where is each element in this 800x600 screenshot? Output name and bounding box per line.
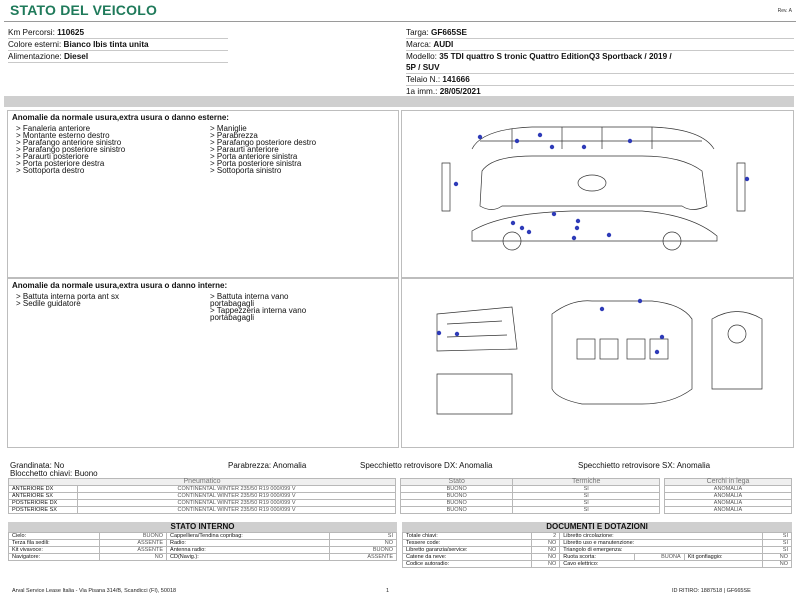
list-item: > Sottoporta sinistro <box>210 166 282 175</box>
documenti-section <box>402 522 792 568</box>
exterior-list-col2 <box>210 125 316 174</box>
list-item: > Porta posteriore sinistra <box>210 159 302 168</box>
car-rear-view <box>737 163 745 211</box>
damage-marker <box>660 335 664 339</box>
rear-seat-view <box>437 374 512 414</box>
list-item: > Sedile guidatore <box>16 299 81 308</box>
damage-marker <box>575 226 579 230</box>
table-row: ANTERIORE DX CONTINENTAL WINTER 235/50 R19 000/099 V <box>9 486 396 493</box>
summary-blocchetto: Blocchetto chiavi: Buono <box>10 469 98 478</box>
table-row: BUONO SI <box>401 486 660 493</box>
interior-diagram-box <box>401 278 794 448</box>
table-row: ANOMALIA <box>665 500 792 507</box>
table-row: Libretto garanzia/service: NO Triangolo di emergenza: SI <box>403 547 792 554</box>
damage-marker <box>538 133 542 137</box>
damage-marker <box>455 332 459 336</box>
damage-marker <box>527 230 531 234</box>
list-item: > Montante esterno destro <box>16 131 110 140</box>
interior-title: Anomalie da normale usura,extra usura o danno interne: <box>12 281 228 290</box>
damage-marker <box>437 331 441 335</box>
seat <box>577 339 595 359</box>
damage-marker <box>600 307 604 311</box>
documenti-table <box>402 532 792 568</box>
tires-header-termiche: Termiche <box>513 479 660 486</box>
summary-specchietto-sx: Specchietto retrovisore SX: Anomalia <box>578 461 711 470</box>
table-row: BUONO SI <box>401 493 660 500</box>
summary-parabrezza: Parabrezza: Anomalia <box>228 461 307 470</box>
seat <box>627 339 645 359</box>
list-item: > Battuta interna porta ant sx <box>16 292 119 301</box>
car-front-view <box>442 163 450 211</box>
table-row: BUONO SI <box>401 500 660 507</box>
list-item: > Battuta interna vano <box>210 292 289 301</box>
table-row: Navigatore: NO CD(Navig.): ASSENTE <box>9 554 397 561</box>
info-field-targa: Targa: GF665SE <box>406 27 794 39</box>
list-item: > Parabrezza <box>210 131 258 140</box>
damage-marker <box>520 226 524 230</box>
list-item: > Tappezzeria interna vano <box>210 306 307 315</box>
car-sunroof <box>578 175 606 191</box>
table-row: Tessere code: NO Libretto uso e manutenzione: SI <box>403 540 792 547</box>
table-row: ANOMALIA <box>665 486 792 493</box>
list-item: portabagagli <box>210 299 255 308</box>
info-field-modello: Modello: 35 TDI quattro S tronic Quattro EditionQ3 Sportback / 2019 / <box>406 52 672 61</box>
trunk-open-view <box>437 307 517 351</box>
list-item: > Parafango posteriore sinistro <box>16 145 126 154</box>
table-row: Kit vivavoce: ASSENTE Antenna radio: BUONO <box>9 547 397 554</box>
list-item: > Paraurti anteriore <box>210 145 279 154</box>
list-item: > Porta posteriore destra <box>16 159 105 168</box>
exterior-anomalies-box <box>7 110 399 278</box>
revision-label: Rev. A <box>777 8 792 14</box>
table-row: ANOMALIA <box>665 493 792 500</box>
interior-anomalies-box <box>7 278 399 448</box>
car-side-view <box>472 211 717 241</box>
summary-grandinata: Grandinata: No <box>10 461 65 470</box>
damage-marker <box>550 145 554 149</box>
damage-marker <box>745 177 749 181</box>
section-divider-bar <box>4 96 794 107</box>
interior-list-col2 <box>210 293 306 321</box>
list-item: > Maniglie <box>210 124 247 133</box>
info-field-alimentazione: Alimentazione: Diesel <box>8 51 228 63</box>
info-field-km: Km Percorsi: 110625 <box>8 27 228 39</box>
dashboard-view <box>712 312 762 390</box>
documenti-title: DOCUMENTI E DOTAZIONI <box>402 522 792 532</box>
stato-interno-title: STATO INTERNO <box>8 522 397 532</box>
damage-marker <box>552 212 556 216</box>
table-row: POSTERIORE SX CONTINENTAL WINTER 235/50 R19 000/099 V <box>9 507 396 514</box>
stato-interno-section <box>8 522 397 561</box>
steering-wheel <box>728 325 746 343</box>
tires-header-pneumatico: Pneumatico <box>9 479 396 486</box>
vehicle-info-right <box>406 27 794 98</box>
car-interior-diagram <box>402 279 793 447</box>
table-row: Codice autoradio: NO Cavo elettrico: NO <box>403 561 792 568</box>
footer-page-number: 1 <box>386 588 390 594</box>
table-row: ANTERIORE SX CONTINENTAL WINTER 235/50 R19 000/099 V <box>9 493 396 500</box>
exterior-list-col1 <box>16 125 125 174</box>
header-divider <box>4 21 796 22</box>
table-row: BUONO SI <box>401 507 660 514</box>
table-row: Totale chiavi: 2 Libretto circolazione: SI <box>403 533 792 540</box>
stato-interno-table <box>8 532 397 561</box>
damage-marker <box>572 236 576 240</box>
list-item: portabagagli <box>210 313 255 322</box>
page-title: STATO DEL VEICOLO <box>10 2 158 18</box>
damage-marker <box>628 139 632 143</box>
footer-address: Arval Service Lease Italia - Via Pisana 314/B, Scandicci (FI), 50018 <box>12 588 177 594</box>
table-row: ANOMALIA <box>665 507 792 514</box>
info-field-modello-cont: 5P / SUV <box>406 62 794 74</box>
damage-marker <box>655 350 659 354</box>
tires-table-cerchi <box>664 478 792 514</box>
list-item: > Paraurti posteriore <box>16 152 89 161</box>
info-field-colore: Colore esterni: Bianco Ibis tinta unita <box>8 39 228 51</box>
car-exterior-diagram <box>402 111 793 277</box>
exterior-title: Anomalie da normale usura,extra usura o danno esterne: <box>12 113 229 122</box>
car-top-panels <box>480 127 702 149</box>
cabin-top-view <box>552 301 692 404</box>
seat <box>600 339 618 359</box>
damage-marker <box>454 182 458 186</box>
list-item: > Sottoporta destro <box>16 166 85 175</box>
list-item: > Porta anteriore sinistra <box>210 152 298 161</box>
table-row: POSTERIORE DX CONTINENTAL WINTER 235/50 R19 000/099 V <box>9 500 396 507</box>
footer-id-ritiro: ID RITIRO: 1887518 | GF665SE <box>672 588 751 594</box>
summary-specchietto-dx: Specchietto retrovisore DX: Anomalia <box>360 461 493 470</box>
table-row: Catene da neve: NO Ruota scorta: BUONA Kit gonfiaggio: NO <box>403 554 792 561</box>
info-field-marca: Marca: AUDI <box>406 39 794 51</box>
damage-marker <box>515 139 519 143</box>
exterior-diagram-box <box>401 110 794 278</box>
damage-marker <box>576 219 580 223</box>
damage-marker <box>582 145 586 149</box>
tires-table-main <box>8 478 396 514</box>
info-field-immatricolazione: 1a imm.: 28/05/2021 <box>406 86 794 98</box>
interior-list-col1 <box>16 293 119 307</box>
vehicle-info-left <box>8 27 228 63</box>
car-roof-view <box>480 156 707 210</box>
list-item: > Fanaleria anteriore <box>16 124 91 133</box>
table-row: Cielo: BUONO Cappelliera/Tendina copribag: SI <box>9 533 397 540</box>
damage-marker <box>511 221 515 225</box>
tires-table-status <box>400 478 660 514</box>
damage-marker <box>638 299 642 303</box>
table-row: Terza fila sedili: ASSENTE Radio: NO <box>9 540 397 547</box>
info-field-telaio: Telaio N.: 141666 <box>406 74 794 86</box>
damage-marker <box>607 233 611 237</box>
list-item: > Parafango anteriore sinistro <box>16 138 122 147</box>
tires-header-stato: Stato <box>401 479 513 486</box>
car-top-outline <box>472 127 714 149</box>
tires-header-cerchi: Cerchi in lega <box>665 479 792 486</box>
list-item: > Parafango posteriore destro <box>210 138 317 147</box>
seat <box>650 339 668 359</box>
damage-marker <box>478 135 482 139</box>
